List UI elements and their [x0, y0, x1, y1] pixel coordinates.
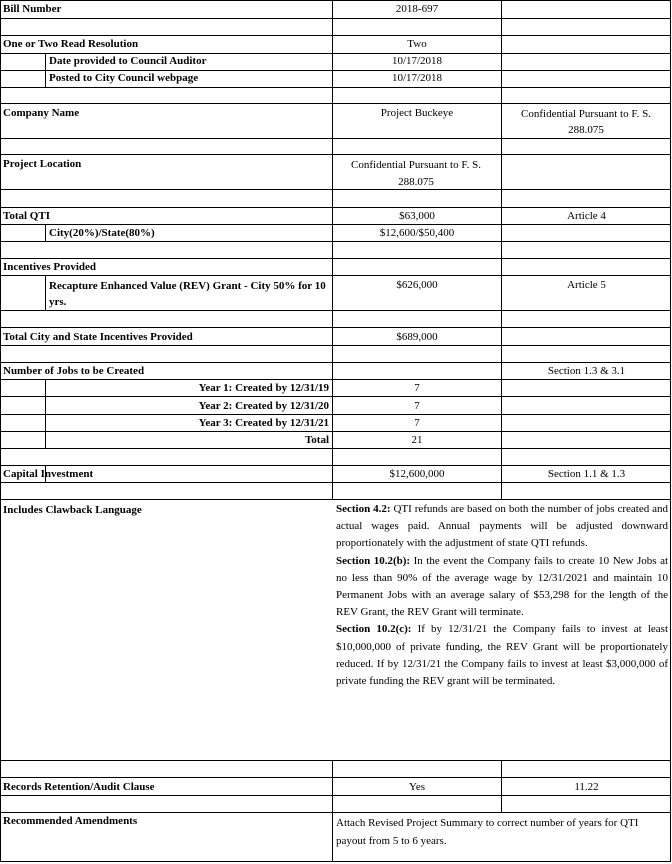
jobs-year-1-value: 7 [414, 382, 420, 394]
auditor-date-value: 10/17/2018 [391, 55, 443, 67]
amendments-value: Attach Revised Project Summary to correct number of years for QTI payout from 5 to 6 years. [336, 817, 639, 847]
total-qti-reference: Article 4 [567, 210, 606, 222]
total-incentives-value: $689,000 [396, 331, 438, 343]
section-text: In the event the Company fails to create 10 New Jobs at no less than 90% of the average wage by 12/31/2021 and maintain 10 Permanent Jobs with an average salary of $53,298 for the length of the REV Grant, the REV Grant will terminate. [336, 554, 669, 619]
section-heading: Section 10.2(c): [336, 623, 412, 636]
amendments-label: Recommended Amendments [3, 815, 138, 827]
rev-grant-label: Recapture Enhanced Value (REV) Grant - City 50% for 10 yrs. [49, 280, 326, 308]
clawback-section-10-2c [336, 621, 668, 690]
project-location-value: Confidential Pursuant to F. S. 288.075 [351, 159, 481, 188]
clawback-section-10-2b [336, 553, 668, 622]
company-name-value: Project Buckeye [380, 107, 454, 119]
jobs-year-2-label: Year 2: Created by 12/31/20 [198, 400, 329, 412]
section-heading: Section 10.2(b): [336, 554, 411, 567]
jobs-total-label: Total [304, 434, 329, 446]
capital-investment-reference: Section 1.1 & 1.3 [547, 468, 626, 480]
clawback-section-4-2 [336, 501, 668, 553]
company-name-label: Company Name [3, 107, 80, 119]
section-text: If by 12/31/21 the Company fails to invest at least $10,000,000 of private funding, the REV Grant will be proportionately reduced. If by 12/31/21 the Company fails to invest at least $3,000,000 of private funding the REV grant will be terminated. [336, 623, 669, 688]
posted-date-label: Posted to City Council webpage [49, 72, 199, 84]
project-location-label: Project Location [3, 158, 82, 170]
bill-number-label: Bill Number [3, 3, 62, 15]
qti-split-value: $12,600/$50,400 [379, 227, 455, 239]
total-incentives-label: Total City and State Incentives Provided [3, 331, 193, 343]
rev-grant-reference: Article 5 [567, 279, 606, 291]
total-qti-value: $63,000 [399, 210, 435, 222]
rev-grant-value: $626,000 [396, 279, 438, 291]
company-confidential-note: Confidential Pursuant to F. S. 288.075 [521, 108, 651, 136]
auditor-date-label: Date provided to Council Auditor [49, 55, 207, 67]
capital-investment-label: Capital Investment [3, 468, 94, 480]
section-heading: Section 4.2: [336, 503, 391, 515]
posted-date-value: 10/17/2018 [391, 72, 443, 84]
incentives-label: Incentives Provided [3, 261, 96, 273]
jobs-label: Number of Jobs to be Created [3, 365, 145, 377]
clawback-text [336, 501, 668, 690]
resolution-value: Two [407, 38, 427, 50]
section-text: QTI refunds are based on both the number of jobs created and actual wages paid. Annual payments will be adjusted downward proportionately with the adjustment of state QTI refunds. [336, 503, 669, 550]
jobs-year-2-value: 7 [414, 400, 420, 412]
jobs-reference: Section 1.3 & 3.1 [547, 365, 626, 377]
records-retention-reference: 11.22 [574, 781, 599, 793]
total-qti-label: Total QTI [3, 210, 50, 222]
clawback-label: Includes Clawback Language [3, 504, 142, 516]
qti-split-label: City(20%)/State(80%) [49, 227, 155, 239]
records-retention-value: Yes [408, 781, 425, 793]
records-retention-label: Records Retention/Audit Clause [3, 781, 155, 793]
jobs-total-value: 21 [411, 434, 423, 446]
jobs-year-3-label: Year 3: Created by 12/31/21 [198, 417, 329, 429]
bill-number-value: 2018-697 [395, 3, 439, 15]
jobs-year-1-label: Year 1: Created by 12/31/19 [198, 382, 329, 394]
jobs-year-3-value: 7 [414, 417, 420, 429]
capital-investment-value: $12,600,000 [389, 468, 445, 480]
resolution-label: One or Two Read Resolution [3, 38, 139, 50]
